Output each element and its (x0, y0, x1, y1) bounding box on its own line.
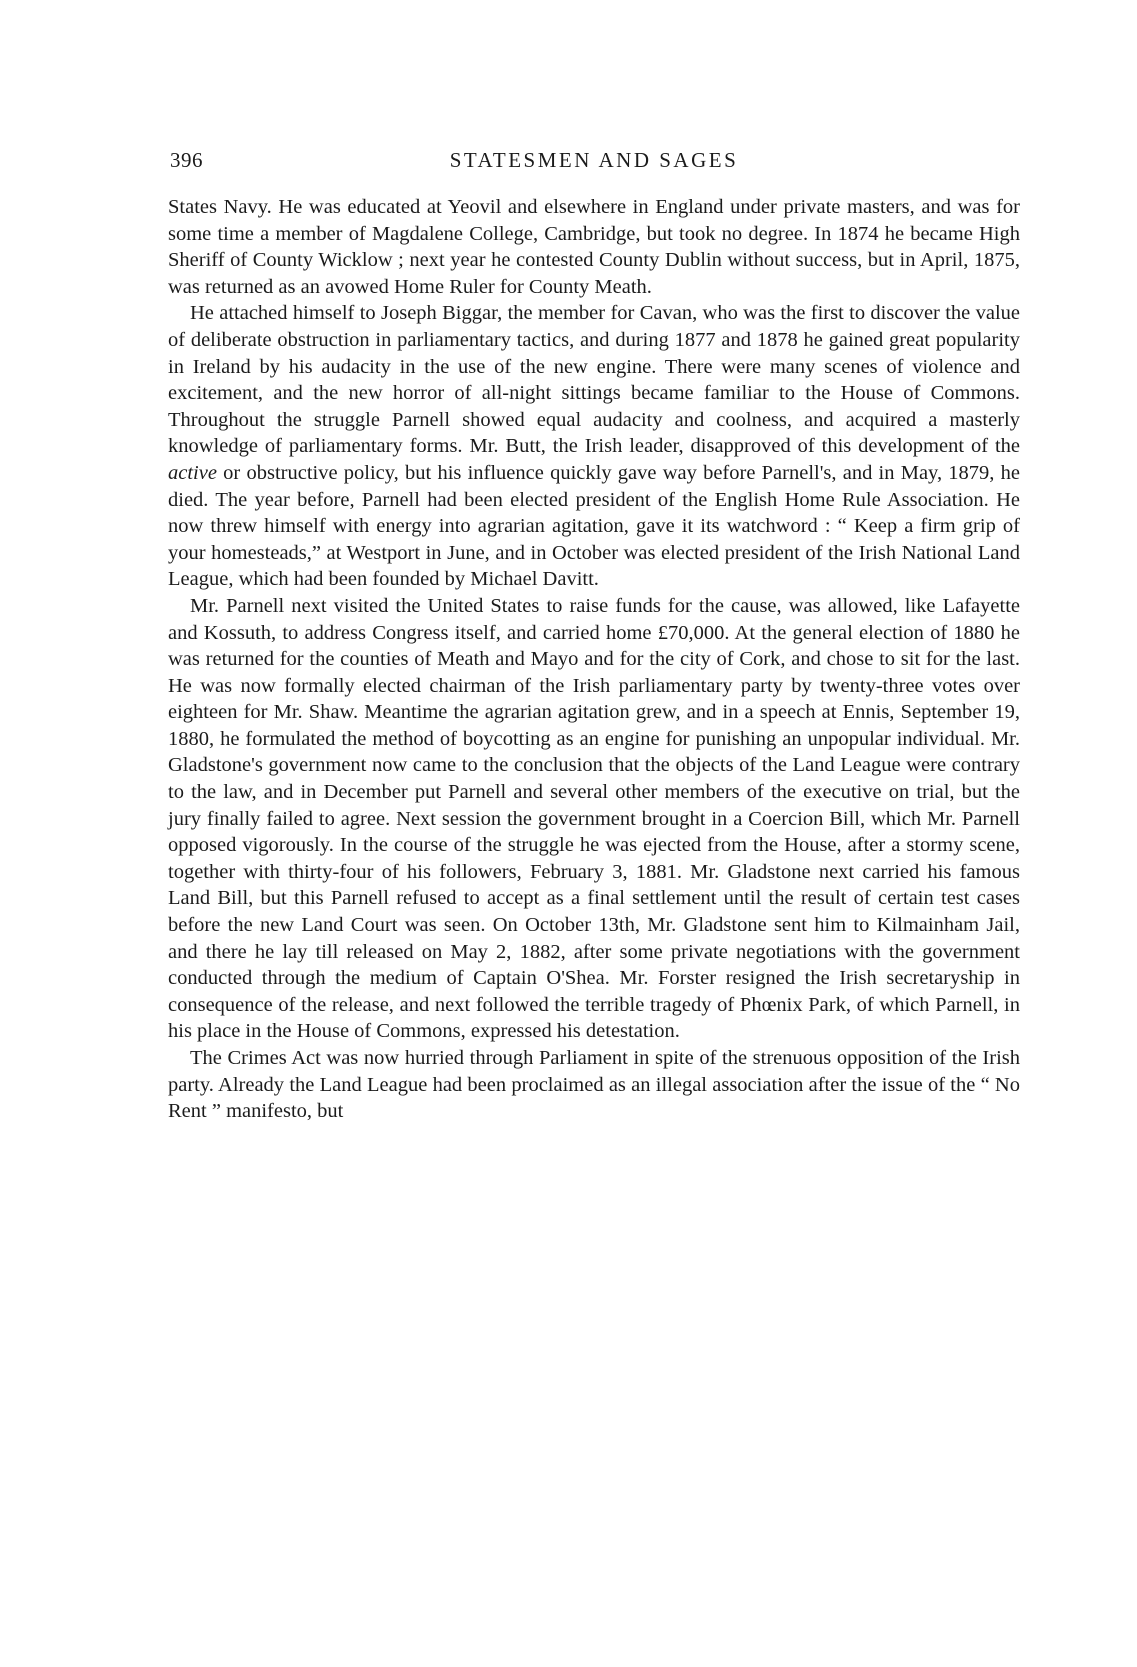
paragraph-text: or obstructive policy, but his influence quickly gave way before Parnell's, and in May, 1879, he died. The year before, Parnell had been elected president of the English Home Rule Association. He now threw himself with energy into agrarian agitation, gave it its watchword : “ Keep a firm grip of your homesteads,” at Westport in June, and in October was elected president of the Irish National Land League, which had been founded by Michael Davitt. (168, 461, 1020, 591)
running-title: STATESMEN AND SAGES (449, 148, 739, 172)
paragraph-continued (168, 194, 1020, 300)
paragraph (168, 300, 1020, 593)
emphasized-word: active (168, 461, 217, 484)
paragraph-text: He attached himself to Joseph Biggar, the member for Cavan, who was the first to discover the value of deliberate obstruction in parliamentary tactics, and during 1877 and 1878 he gained great popularity in Ireland by his audacity in the use of the new engine. There were many scenes of violence and excitement, and the new horror of all-night sittings became familiar to the House of Commons. Throughout the struggle Parnell showed equal audacity and coolness, and acquired a masterly knowledge of parliamentary forms. Mr. Butt, the Irish leader, disapproved of this development of the (168, 302, 1020, 458)
paragraph (168, 1045, 1020, 1125)
page-number: 396 (170, 148, 203, 172)
paragraph (168, 593, 1020, 1045)
paragraph-text: Mr. Parnell next visited the United States to raise funds for the cause, was allowed, like Lafayette and Kossuth, to address Congress itself, and carried home £70,000. At the general election of 1880 he was returned for the counties of Meath and Mayo and for the city of Cork, and chose to sit for the last. He was now formally elected chairman of the Irish parliamentary party by twenty-three votes over eighteen for Mr. Shaw. Meantime the agrarian agitation grew, and in a speech at Ennis, September 19, 1880, he formulated the method of boycotting as an engine for punishing an unpopular individual. Mr. Gladstone's government now came to the conclusion that the objects of the Land League were contrary to the law, and in December put Parnell and several other members of the executive on trial, but the jury finally failed to agree. Next session the government brought in a Coercion Bill, which Mr. Parnell opposed vigorously. In the course of the struggle he was ejected from the House, after a stormy scene, together with thirty-four of his followers, February 3, 1881. Mr. Gladstone next carried his famous Land Bill, but this Parnell refused to accept as a final settlement until the result of certain test cases before the new Land Court was seen. On October 13th, Mr. Gladstone sent him to Kilmainham Jail, and there he lay till released on May 2, 1882, after some private negotiations with the government conducted through the medium of Captain O'Shea. Mr. Forster resigned the Irish secretaryship in consequence of the release, and next followed the terrible tragedy of Phœnix Park, of which Parnell, in his place in the House of Commons, expressed his detestation. (168, 594, 1020, 1043)
body-text (168, 194, 1020, 1125)
paragraph-text: States Navy. He was educated at Yeovil and elsewhere in England under private masters, and was for some time a member of Magdalene College, Cambridge, but took no degree. In 1874 he became High Sheriff of County Wicklow ; next year he contested County Dublin without success, but in April, 1875, was returned as an avowed Home Ruler for County Meath. (168, 196, 1020, 298)
paragraph-text: The Crimes Act was now hurried through Parliament in spite of the strenuous opposition of the Irish party. Already the Land League had been proclaimed as an illegal association after the issue of the “ No Rent ” manifesto, but (168, 1047, 1020, 1123)
running-head (170, 148, 1018, 180)
